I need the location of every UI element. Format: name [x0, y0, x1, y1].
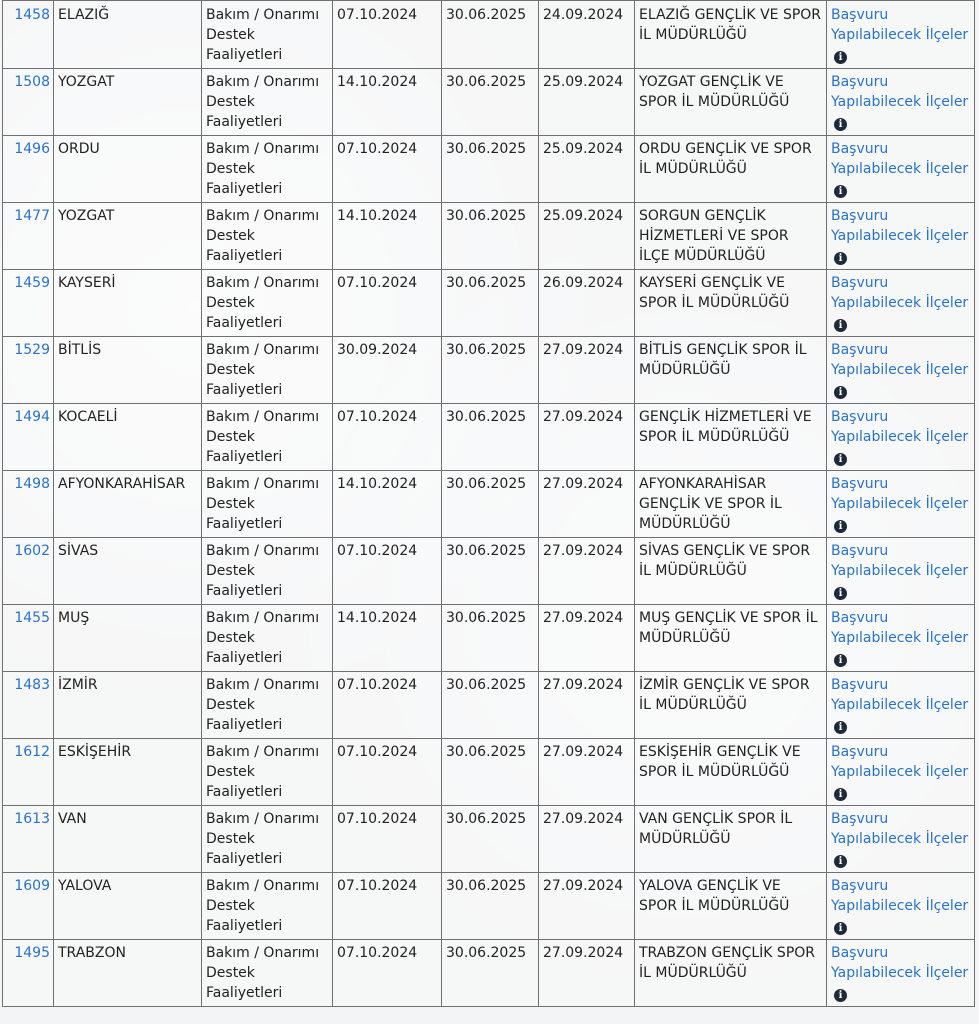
table-row: [3, 873, 975, 940]
cell-start-date: 07.10.2024: [333, 672, 442, 739]
cell-activity-type: Bakım / Onarımı Destek Faaliyetleri: [202, 538, 333, 605]
cell-end-date: 30.06.2025: [442, 69, 539, 136]
cell-directorate: YALOVA GENÇLİK VE SPOR İL MÜDÜRLÜĞÜ: [635, 873, 827, 940]
cell-end-date: 30.06.2025: [442, 471, 539, 538]
info-icon[interactable]: i: [834, 587, 847, 600]
info-icon[interactable]: i: [834, 721, 847, 734]
cell-start-date: 07.10.2024: [333, 270, 442, 337]
cell-id: [3, 605, 54, 672]
cell-province: KOCAELİ: [54, 404, 202, 471]
cell-id: [3, 136, 54, 203]
info-icon[interactable]: i: [834, 788, 847, 801]
cell-activity-type: Bakım / Onarımı Destek Faaliyetleri: [202, 270, 333, 337]
cell-activity-type: Bakım / Onarımı Destek Faaliyetleri: [202, 337, 333, 404]
eligible-districts-link[interactable]: Başvuru Yapılabilecek İlçeler: [831, 744, 969, 780]
cell-id: [3, 806, 54, 873]
cell-start-date: 07.10.2024: [333, 1, 442, 69]
cell-announce-date: 27.09.2024: [539, 337, 635, 404]
cell-directorate: ORDU GENÇLİK VE SPOR İL MÜDÜRLÜĞÜ: [635, 136, 827, 203]
cell-id: [3, 471, 54, 538]
eligible-districts-link[interactable]: Başvuru Yapılabilecek İlçeler: [831, 543, 969, 579]
table-row: [3, 605, 975, 672]
cell-activity-type: Bakım / Onarımı Destek Faaliyetleri: [202, 136, 333, 203]
eligible-districts-link[interactable]: Başvuru Yapılabilecek İlçeler: [831, 677, 969, 713]
table-row: [3, 538, 975, 605]
support-table: [2, 0, 975, 1007]
info-icon[interactable]: i: [834, 51, 847, 64]
cell-end-date: 30.06.2025: [442, 605, 539, 672]
cell-end-date: 30.06.2025: [442, 136, 539, 203]
cell-activity-type: Bakım / Onarımı Destek Faaliyetleri: [202, 873, 333, 940]
cell-announce-date: 25.09.2024: [539, 69, 635, 136]
cell-activity-type: Bakım / Onarımı Destek Faaliyetleri: [202, 69, 333, 136]
cell-announce-date: 27.09.2024: [539, 538, 635, 605]
cell-start-date: 14.10.2024: [333, 605, 442, 672]
table-row: [3, 940, 975, 1007]
support-table-body: [3, 1, 975, 1007]
cell-announce-date: 26.09.2024: [539, 270, 635, 337]
cell-eligible-districts: [827, 672, 975, 739]
cell-end-date: 30.06.2025: [442, 806, 539, 873]
cell-directorate: ELAZIĞ GENÇLİK VE SPOR İL MÜDÜRLÜĞÜ: [635, 1, 827, 69]
table-row: [3, 1, 975, 69]
eligible-districts-link[interactable]: Başvuru Yapılabilecek İlçeler: [831, 141, 969, 177]
cell-eligible-districts: [827, 471, 975, 538]
info-icon[interactable]: i: [834, 989, 847, 1002]
eligible-districts-link[interactable]: Başvuru Yapılabilecek İlçeler: [831, 476, 969, 512]
cell-id: [3, 270, 54, 337]
cell-id: [3, 404, 54, 471]
record-id-link[interactable]: 1483: [14, 677, 50, 693]
cell-directorate: KAYSERİ GENÇLİK VE SPOR İL MÜDÜRLÜĞÜ: [635, 270, 827, 337]
cell-announce-date: 27.09.2024: [539, 672, 635, 739]
info-icon[interactable]: i: [834, 922, 847, 935]
eligible-districts-link[interactable]: Başvuru Yapılabilecek İlçeler: [831, 945, 969, 981]
cell-eligible-districts: [827, 739, 975, 806]
cell-announce-date: 27.09.2024: [539, 940, 635, 1007]
record-id-link[interactable]: 1458: [14, 7, 50, 23]
record-id-link[interactable]: 1494: [14, 409, 50, 425]
info-icon[interactable]: i: [834, 654, 847, 667]
cell-announce-date: 27.09.2024: [539, 806, 635, 873]
cell-activity-type: Bakım / Onarımı Destek Faaliyetleri: [202, 739, 333, 806]
cell-end-date: 30.06.2025: [442, 1, 539, 69]
cell-id: [3, 873, 54, 940]
cell-end-date: 30.06.2025: [442, 203, 539, 270]
cell-province: ESKİŞEHİR: [54, 739, 202, 806]
cell-eligible-districts: [827, 605, 975, 672]
table-row: [3, 806, 975, 873]
cell-directorate: BİTLİS GENÇLİK SPOR İL MÜDÜRLÜĞÜ: [635, 337, 827, 404]
cell-directorate: MUŞ GENÇLİK VE SPOR İL MÜDÜRLÜĞÜ: [635, 605, 827, 672]
cell-id: [3, 1, 54, 69]
cell-directorate: SORGUN GENÇLİK HİZMETLERİ VE SPOR İLÇE MÜDÜRLÜĞÜ: [635, 203, 827, 270]
cell-start-date: 07.10.2024: [333, 538, 442, 605]
cell-eligible-districts: [827, 873, 975, 940]
cell-activity-type: Bakım / Onarımı Destek Faaliyetleri: [202, 806, 333, 873]
cell-activity-type: Bakım / Onarımı Destek Faaliyetleri: [202, 404, 333, 471]
record-id-link[interactable]: 1612: [14, 744, 50, 760]
record-id-link[interactable]: 1496: [14, 141, 50, 157]
table-row: [3, 404, 975, 471]
record-id-link[interactable]: 1508: [14, 74, 50, 90]
info-icon[interactable]: i: [834, 319, 847, 332]
cell-announce-date: 27.09.2024: [539, 404, 635, 471]
cell-start-date: 14.10.2024: [333, 471, 442, 538]
record-id-link[interactable]: 1529: [14, 342, 50, 358]
cell-province: AFYONKARAHİSAR: [54, 471, 202, 538]
cell-eligible-districts: [827, 270, 975, 337]
cell-start-date: 07.10.2024: [333, 739, 442, 806]
cell-eligible-districts: [827, 136, 975, 203]
cell-directorate: SİVAS GENÇLİK VE SPOR İL MÜDÜRLÜĞÜ: [635, 538, 827, 605]
cell-province: ORDU: [54, 136, 202, 203]
cell-end-date: 30.06.2025: [442, 337, 539, 404]
record-id-link[interactable]: 1455: [14, 610, 50, 626]
cell-start-date: 07.10.2024: [333, 404, 442, 471]
table-row: [3, 471, 975, 538]
eligible-districts-link[interactable]: Başvuru Yapılabilecek İlçeler: [831, 342, 969, 378]
cell-announce-date: 27.09.2024: [539, 739, 635, 806]
table-row: [3, 69, 975, 136]
table-row: [3, 337, 975, 404]
cell-id: [3, 940, 54, 1007]
info-icon[interactable]: i: [834, 118, 847, 131]
eligible-districts-link[interactable]: Başvuru Yapılabilecek İlçeler: [831, 409, 969, 445]
eligible-districts-link[interactable]: Başvuru Yapılabilecek İlçeler: [831, 7, 969, 43]
cell-announce-date: 27.09.2024: [539, 873, 635, 940]
cell-announce-date: 27.09.2024: [539, 605, 635, 672]
cell-directorate: YOZGAT GENÇLİK VE SPOR İL MÜDÜRLÜĞÜ: [635, 69, 827, 136]
record-id-link[interactable]: 1602: [14, 543, 50, 559]
cell-activity-type: Bakım / Onarımı Destek Faaliyetleri: [202, 471, 333, 538]
cell-activity-type: Bakım / Onarımı Destek Faaliyetleri: [202, 940, 333, 1007]
cell-id: [3, 672, 54, 739]
cell-start-date: 30.09.2024: [333, 337, 442, 404]
cell-directorate: AFYONKARAHİSAR GENÇLİK VE SPOR İL MÜDÜRLÜĞÜ: [635, 471, 827, 538]
info-icon[interactable]: i: [834, 855, 847, 868]
table-row: [3, 136, 975, 203]
cell-province: ELAZIĞ: [54, 1, 202, 69]
cell-start-date: 14.10.2024: [333, 69, 442, 136]
info-icon[interactable]: i: [834, 386, 847, 399]
eligible-districts-link[interactable]: Başvuru Yapılabilecek İlçeler: [831, 208, 969, 244]
eligible-districts-link[interactable]: Başvuru Yapılabilecek İlçeler: [831, 74, 969, 110]
cell-start-date: 07.10.2024: [333, 873, 442, 940]
cell-end-date: 30.06.2025: [442, 940, 539, 1007]
cell-directorate: ESKİŞEHİR GENÇLİK VE SPOR İL MÜDÜRLÜĞÜ: [635, 739, 827, 806]
table-row: [3, 672, 975, 739]
cell-eligible-districts: [827, 1, 975, 69]
cell-activity-type: Bakım / Onarımı Destek Faaliyetleri: [202, 1, 333, 69]
record-id-link[interactable]: 1613: [14, 811, 50, 827]
cell-end-date: 30.06.2025: [442, 270, 539, 337]
cell-province: KAYSERİ: [54, 270, 202, 337]
info-icon[interactable]: i: [834, 453, 847, 466]
cell-province: BİTLİS: [54, 337, 202, 404]
record-id-link[interactable]: 1477: [14, 208, 50, 224]
cell-directorate: VAN GENÇLİK SPOR İL MÜDÜRLÜĞÜ: [635, 806, 827, 873]
cell-directorate: TRABZON GENÇLİK SPOR İL MÜDÜRLÜĞÜ: [635, 940, 827, 1007]
cell-eligible-districts: [827, 337, 975, 404]
cell-id: [3, 337, 54, 404]
cell-eligible-districts: [827, 69, 975, 136]
table-row: [3, 739, 975, 806]
eligible-districts-link[interactable]: Başvuru Yapılabilecek İlçeler: [831, 878, 969, 914]
cell-id: [3, 739, 54, 806]
cell-province: YOZGAT: [54, 203, 202, 270]
cell-start-date: 07.10.2024: [333, 136, 442, 203]
cell-province: YALOVA: [54, 873, 202, 940]
table-row: [3, 203, 975, 270]
cell-start-date: 07.10.2024: [333, 806, 442, 873]
cell-id: [3, 203, 54, 270]
info-icon[interactable]: i: [834, 252, 847, 265]
record-id-link[interactable]: 1459: [14, 275, 50, 291]
cell-directorate: GENÇLİK HİZMETLERİ VE SPOR İL MÜDÜRLÜĞÜ: [635, 404, 827, 471]
cell-eligible-districts: [827, 940, 975, 1007]
cell-eligible-districts: [827, 404, 975, 471]
cell-province: MUŞ: [54, 605, 202, 672]
cell-announce-date: 24.09.2024: [539, 1, 635, 69]
cell-eligible-districts: [827, 203, 975, 270]
cell-announce-date: 25.09.2024: [539, 136, 635, 203]
cell-start-date: 14.10.2024: [333, 203, 442, 270]
cell-province: VAN: [54, 806, 202, 873]
cell-province: TRABZON: [54, 940, 202, 1007]
cell-activity-type: Bakım / Onarımı Destek Faaliyetleri: [202, 672, 333, 739]
cell-activity-type: Bakım / Onarımı Destek Faaliyetleri: [202, 605, 333, 672]
cell-announce-date: 27.09.2024: [539, 471, 635, 538]
record-id-link[interactable]: 1609: [14, 878, 50, 894]
record-id-link[interactable]: 1498: [14, 476, 50, 492]
table-row: [3, 270, 975, 337]
cell-end-date: 30.06.2025: [442, 538, 539, 605]
cell-end-date: 30.06.2025: [442, 739, 539, 806]
cell-announce-date: 25.09.2024: [539, 203, 635, 270]
cell-eligible-districts: [827, 538, 975, 605]
cell-end-date: 30.06.2025: [442, 672, 539, 739]
record-id-link[interactable]: 1495: [14, 945, 50, 961]
info-icon[interactable]: i: [834, 520, 847, 533]
cell-end-date: 30.06.2025: [442, 404, 539, 471]
info-icon[interactable]: i: [834, 185, 847, 198]
cell-activity-type: Bakım / Onarımı Destek Faaliyetleri: [202, 203, 333, 270]
cell-province: İZMİR: [54, 672, 202, 739]
cell-eligible-districts: [827, 806, 975, 873]
cell-id: [3, 538, 54, 605]
eligible-districts-link[interactable]: Başvuru Yapılabilecek İlçeler: [831, 811, 969, 847]
cell-start-date: 07.10.2024: [333, 940, 442, 1007]
cell-directorate: İZMİR GENÇLİK VE SPOR İL MÜDÜRLÜĞÜ: [635, 672, 827, 739]
cell-province: YOZGAT: [54, 69, 202, 136]
cell-id: [3, 69, 54, 136]
cell-end-date: 30.06.2025: [442, 873, 539, 940]
eligible-districts-link[interactable]: Başvuru Yapılabilecek İlçeler: [831, 275, 969, 311]
eligible-districts-link[interactable]: Başvuru Yapılabilecek İlçeler: [831, 610, 969, 646]
cell-province: SİVAS: [54, 538, 202, 605]
